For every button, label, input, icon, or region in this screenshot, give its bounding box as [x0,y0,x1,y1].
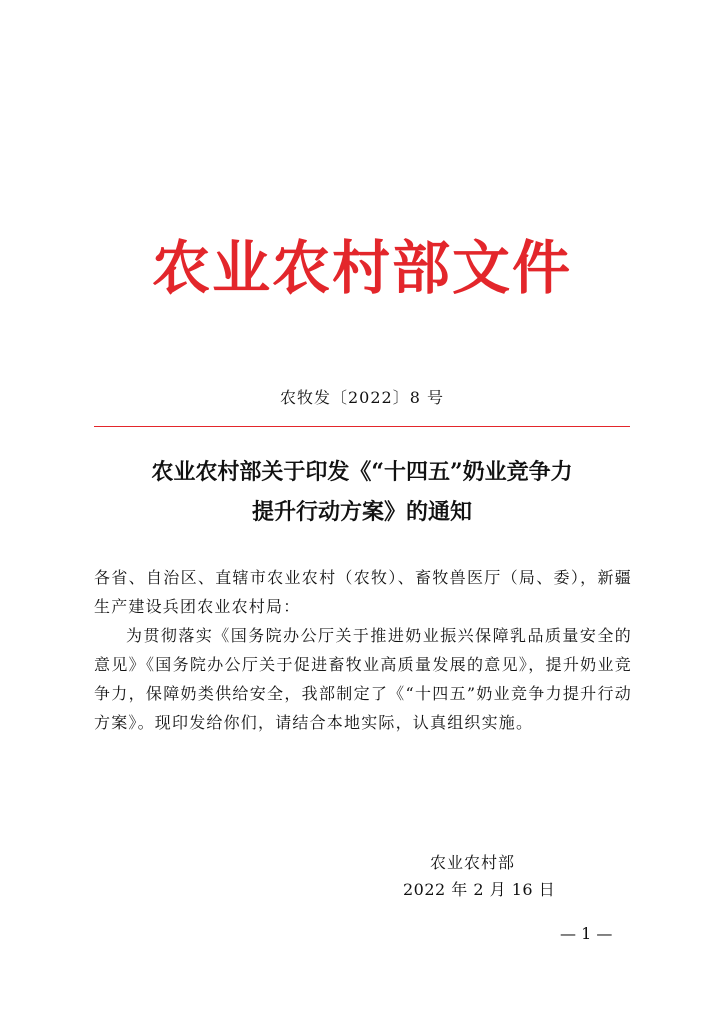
title-line-1: 农业农村部关于印发《“十四五”奶业竞争力 [151,459,573,485]
main-paragraph: 为贯彻落实《国务院办公厅关于推进奶业振兴保障乳品质量安全的意见》《国务院办公厅关于促进畜牧业高质量发展的意见》，提升奶业竞争力，保障奶类供给安全，我部制定了《“十四五”奶业竞争力提升行动方案》。现印发给你们，请结合本地实际，认真组织实施。 [94,626,632,732]
addressee-paragraph: 各省、自治区、直辖市农业农村（农牧）、畜牧兽医厅（局、委），新疆生产建设兵团农业农村局： [94,568,632,616]
document-title [0,452,724,532]
title-line-2: 提升行动方案》的通知 [251,499,472,525]
page-number: — 1 — [560,924,613,943]
issue-date: 2022 年 2 月 16 日 [403,880,556,899]
document-number: 农牧发〔2022〕8 号 [280,388,444,407]
red-divider-line [94,426,630,427]
document-masthead: 农业农村部文件 [151,234,572,302]
document-body [94,563,632,737]
issuer-signature: 农业农村部 [430,853,516,872]
